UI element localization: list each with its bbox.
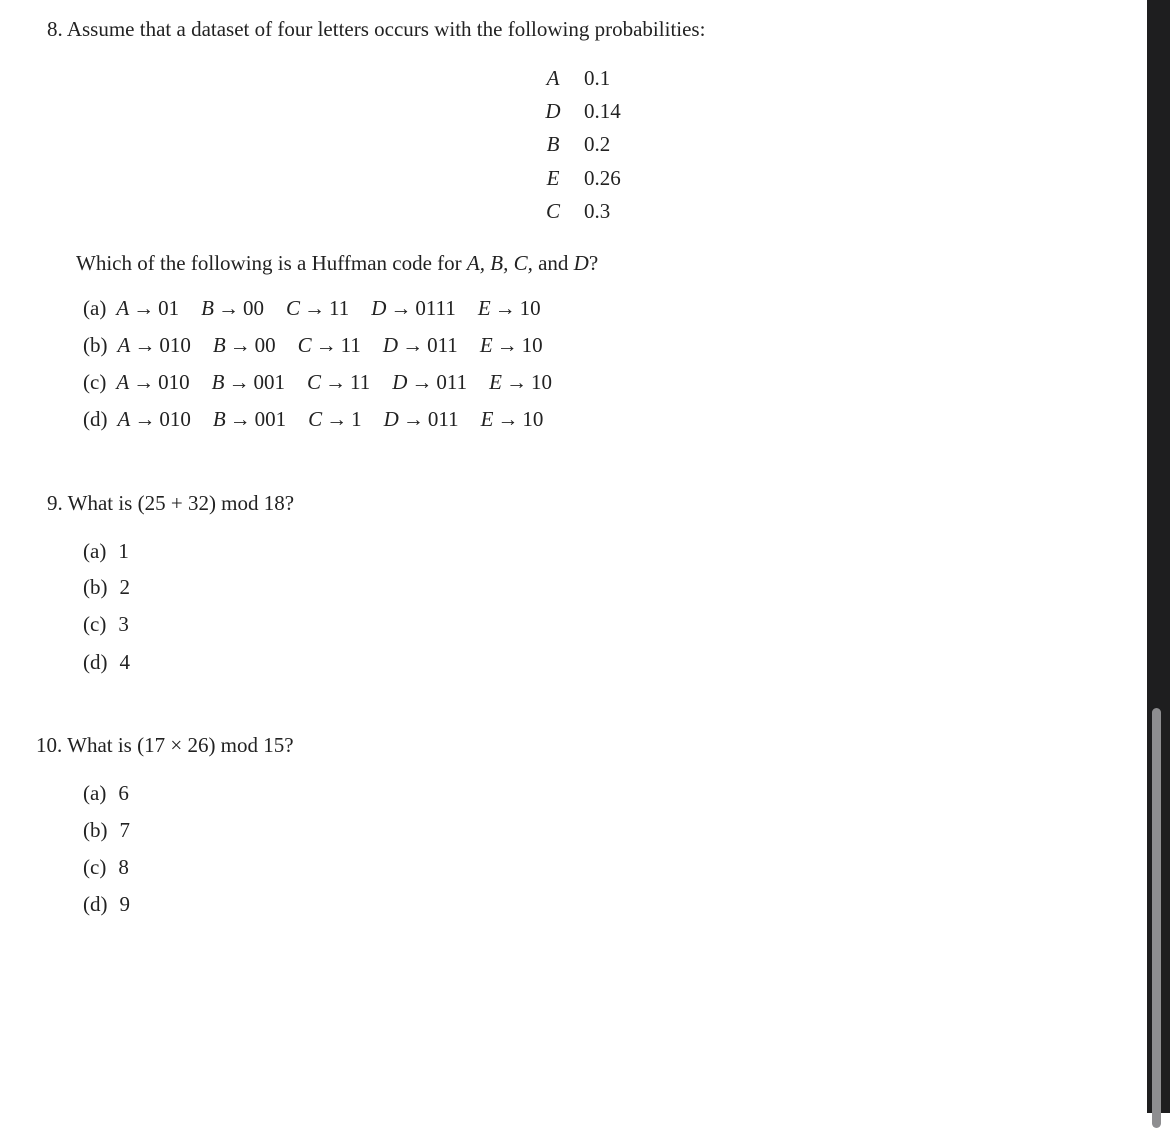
code-mapping bbox=[489, 370, 552, 394]
arrow-icon: → bbox=[134, 407, 156, 431]
arrow-icon: → bbox=[497, 407, 519, 431]
code-mapping bbox=[481, 407, 544, 431]
option-row bbox=[83, 407, 565, 431]
scrollbar[interactable] bbox=[1147, 0, 1170, 1113]
code-mapping bbox=[383, 333, 458, 357]
code-value: 001 bbox=[253, 370, 285, 394]
table-probability: 0.26 bbox=[584, 166, 621, 190]
code-letter: E bbox=[480, 407, 494, 431]
code-mapping bbox=[308, 407, 362, 431]
arrow-icon: → bbox=[411, 370, 433, 394]
option-value: 2 bbox=[119, 575, 130, 599]
option-label: (a) bbox=[83, 539, 107, 563]
code-letter: C bbox=[308, 407, 323, 431]
arrow-icon: → bbox=[402, 333, 424, 357]
code-letter: A bbox=[117, 407, 131, 431]
table-letter: B bbox=[546, 132, 560, 156]
code-value: 11 bbox=[349, 370, 371, 394]
table-probability: 0.14 bbox=[584, 99, 621, 123]
arrow-icon: → bbox=[228, 370, 250, 394]
arrow-icon: → bbox=[402, 407, 424, 431]
code-value: 00 bbox=[254, 333, 276, 357]
arrow-icon: → bbox=[229, 333, 251, 357]
option-row bbox=[83, 370, 574, 394]
code-value: 10 bbox=[530, 370, 552, 394]
option-label: (d) bbox=[83, 892, 108, 916]
code-letter: D bbox=[383, 407, 399, 431]
code-value: 011 bbox=[427, 407, 459, 431]
code-mapping bbox=[118, 333, 191, 357]
option-label: (a) bbox=[83, 296, 107, 320]
code-letter: B bbox=[212, 407, 226, 431]
option-row bbox=[83, 612, 129, 636]
arrow-icon: → bbox=[303, 296, 325, 320]
option-value: 8 bbox=[118, 855, 129, 879]
code-value: 001 bbox=[254, 407, 287, 431]
table-row bbox=[540, 166, 660, 190]
option-row bbox=[83, 296, 563, 320]
code-mapping bbox=[213, 333, 276, 357]
code-mapping bbox=[116, 296, 179, 320]
table-probability: 0.1 bbox=[584, 66, 611, 90]
code-mapping bbox=[118, 407, 191, 431]
option-row bbox=[83, 818, 130, 842]
table-letter: D bbox=[545, 99, 561, 123]
code-letter: E bbox=[489, 370, 502, 394]
option-label: (d) bbox=[83, 407, 108, 431]
option-label: (c) bbox=[83, 855, 107, 879]
option-row bbox=[83, 892, 130, 916]
option-row bbox=[83, 781, 129, 805]
code-value: 10 bbox=[521, 333, 543, 357]
question-8-prompt bbox=[76, 251, 598, 275]
option-label: (d) bbox=[83, 650, 108, 674]
table-row bbox=[540, 66, 660, 90]
code-value: 11 bbox=[328, 296, 350, 320]
arrow-icon: → bbox=[326, 407, 348, 431]
arrow-icon: → bbox=[134, 333, 156, 357]
code-letter: B bbox=[212, 333, 226, 357]
prompt-last-var: D bbox=[573, 251, 589, 275]
code-mapping bbox=[384, 407, 459, 431]
option-row bbox=[83, 855, 129, 879]
table-probability: 0.2 bbox=[584, 132, 611, 156]
prompt-and: and bbox=[532, 251, 574, 275]
prompt-vars: A, B, C, bbox=[466, 251, 533, 275]
arrow-icon: → bbox=[229, 407, 251, 431]
option-value: 4 bbox=[119, 650, 130, 674]
option-row bbox=[83, 333, 565, 357]
code-mapping bbox=[286, 296, 349, 320]
table-letter: E bbox=[546, 166, 560, 190]
code-letter: A bbox=[116, 296, 130, 320]
option-label: (b) bbox=[83, 333, 108, 357]
option-value: 7 bbox=[119, 818, 130, 842]
code-letter: D bbox=[371, 296, 387, 320]
code-mapping bbox=[298, 333, 361, 357]
code-value: 1 bbox=[351, 407, 362, 431]
code-mapping bbox=[307, 370, 370, 394]
code-value: 10 bbox=[522, 407, 544, 431]
option-label: (a) bbox=[83, 781, 107, 805]
code-letter: C bbox=[306, 370, 321, 394]
table-row bbox=[540, 99, 660, 123]
option-value: 9 bbox=[119, 892, 130, 916]
code-mapping bbox=[201, 296, 264, 320]
code-letter: A bbox=[117, 333, 131, 357]
code-letter: A bbox=[116, 370, 130, 394]
code-letter: C bbox=[285, 296, 300, 320]
table-letter: A bbox=[546, 66, 560, 90]
prompt-text: Which of the following is a Huffman code for bbox=[76, 251, 467, 275]
code-value: 011 bbox=[427, 333, 458, 357]
question-10-title: 10. What is (17 × 26) mod 15? bbox=[36, 733, 294, 757]
code-mapping bbox=[480, 333, 543, 357]
code-mapping bbox=[371, 296, 456, 320]
option-row bbox=[83, 539, 129, 563]
code-value: 11 bbox=[340, 333, 361, 357]
prompt-end: ? bbox=[588, 251, 599, 275]
code-letter: D bbox=[382, 333, 399, 357]
code-value: 011 bbox=[436, 370, 468, 394]
option-value: 6 bbox=[118, 781, 129, 805]
arrow-icon: → bbox=[494, 296, 516, 320]
arrow-icon: → bbox=[217, 296, 239, 320]
table-letter: C bbox=[545, 199, 560, 223]
option-value: 3 bbox=[118, 612, 129, 636]
code-letter: E bbox=[479, 333, 493, 357]
code-letter: D bbox=[392, 370, 408, 394]
table-probability: 0.3 bbox=[584, 199, 611, 223]
arrow-icon: → bbox=[324, 370, 346, 394]
question-9-title: 9. What is (25 + 32) mod 18? bbox=[47, 491, 295, 515]
code-letter: B bbox=[201, 296, 214, 320]
arrow-icon: → bbox=[133, 370, 155, 394]
option-row bbox=[83, 575, 130, 599]
code-value: 010 bbox=[159, 407, 191, 431]
code-letter: B bbox=[211, 370, 225, 394]
table-row bbox=[540, 199, 660, 223]
arrow-icon: → bbox=[390, 296, 412, 320]
arrow-icon: → bbox=[315, 333, 337, 357]
table-row bbox=[540, 132, 660, 156]
arrow-icon: → bbox=[496, 333, 518, 357]
option-label: (c) bbox=[83, 612, 107, 636]
code-mapping bbox=[213, 407, 286, 431]
code-mapping bbox=[392, 370, 467, 394]
option-label: (b) bbox=[83, 818, 108, 842]
scrollbar-thumb[interactable] bbox=[1152, 708, 1161, 1128]
code-mapping bbox=[116, 370, 189, 394]
option-row bbox=[83, 650, 130, 674]
code-value: 00 bbox=[242, 296, 264, 320]
option-value: 1 bbox=[118, 539, 129, 563]
arrow-icon: → bbox=[505, 370, 527, 394]
option-label: (c) bbox=[83, 370, 107, 394]
arrow-icon: → bbox=[133, 296, 155, 320]
code-mapping bbox=[478, 296, 541, 320]
code-value: 010 bbox=[158, 370, 190, 394]
code-letter: C bbox=[297, 333, 312, 357]
code-letter: E bbox=[477, 296, 491, 320]
code-value: 01 bbox=[158, 296, 180, 320]
question-8-title: 8. Assume that a dataset of four letters occurs with the following probabilities: bbox=[47, 17, 706, 41]
option-label: (b) bbox=[83, 575, 108, 599]
code-value: 010 bbox=[159, 333, 191, 357]
code-value: 0111 bbox=[415, 296, 456, 320]
code-value: 10 bbox=[519, 296, 541, 320]
code-mapping bbox=[212, 370, 285, 394]
